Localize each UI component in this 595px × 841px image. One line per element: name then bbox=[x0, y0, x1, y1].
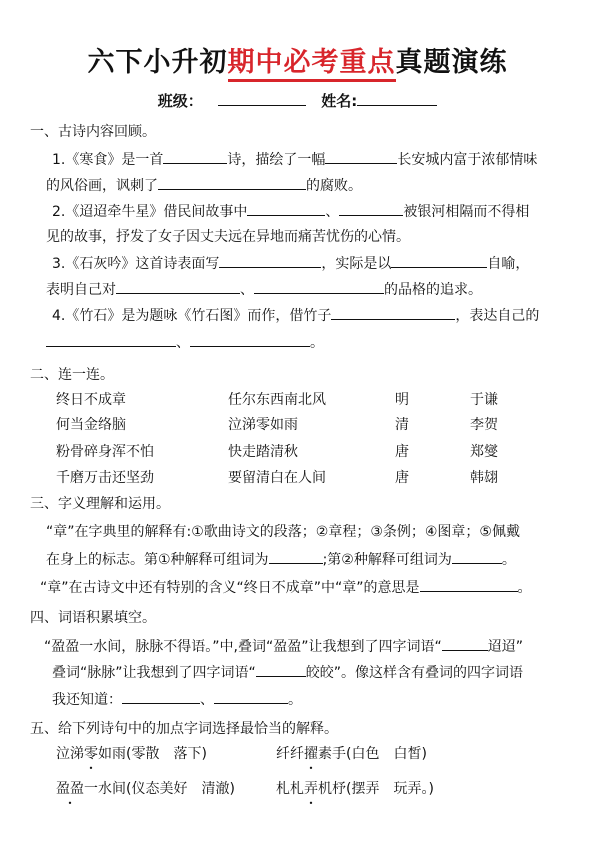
q2-text-a: 2.《迢迢牵牛星》借民间故事中 bbox=[52, 204, 248, 220]
q2-text-b: 、 bbox=[325, 204, 340, 220]
q3-line1 bbox=[52, 252, 529, 273]
answer-blank[interactable] bbox=[219, 252, 321, 268]
dotted-char: 弄 bbox=[304, 781, 318, 797]
s4-text-g: 。 bbox=[288, 692, 302, 708]
name-blank[interactable] bbox=[357, 90, 437, 106]
section2-heading: 二、连一连。 bbox=[30, 367, 114, 383]
s4-line2 bbox=[52, 661, 523, 682]
match-line-end[interactable]: 快走踏清秋 bbox=[228, 444, 298, 460]
q1-text-d: 的风俗画，讽刺了 bbox=[46, 178, 158, 194]
q1-line2 bbox=[46, 174, 362, 195]
dotted-char: 零 bbox=[84, 746, 98, 762]
s4-text-f: 、 bbox=[200, 692, 214, 708]
q3-line2 bbox=[46, 278, 482, 299]
answer-blank[interactable] bbox=[339, 200, 403, 216]
match-dynasty[interactable]: 清 bbox=[395, 417, 409, 433]
answer-blank[interactable] bbox=[247, 200, 325, 216]
s4-text-b: 迢迢” bbox=[487, 639, 523, 655]
q4-line2 bbox=[46, 331, 324, 352]
match-dynasty[interactable]: 明 bbox=[395, 392, 409, 408]
q2-line1 bbox=[52, 200, 529, 221]
match-line-end[interactable]: 任尔东西南北风 bbox=[228, 392, 326, 408]
dotted-char: 盈盈 bbox=[56, 781, 84, 797]
title-suffix: 真题演练 bbox=[395, 47, 508, 78]
answer-blank[interactable] bbox=[325, 148, 397, 164]
name-label: 姓名: bbox=[321, 92, 358, 110]
answer-blank[interactable] bbox=[190, 331, 310, 347]
s5-text: 如雨(零散 落下) bbox=[98, 746, 207, 762]
q3-text-d: 表明自己对 bbox=[46, 282, 116, 298]
s5-text: 泣涕 bbox=[56, 746, 84, 762]
q1-line1 bbox=[52, 148, 537, 169]
s3-text-c: 。 bbox=[501, 552, 516, 568]
section1-heading: 一、古诗内容回顾。 bbox=[30, 124, 156, 140]
answer-blank[interactable] bbox=[442, 635, 488, 651]
match-poet[interactable]: 于谦 bbox=[470, 392, 498, 408]
answer-blank[interactable] bbox=[163, 148, 227, 164]
answer-blank[interactable] bbox=[158, 174, 306, 190]
q3-text-e: 、 bbox=[240, 282, 254, 298]
answer-blank[interactable] bbox=[256, 661, 306, 677]
section5-heading: 五、给下列诗句中的加点字词选择最恰当的解释。 bbox=[30, 721, 338, 737]
q2-line2: 见的故事，抒发了女子因丈夫远在异地而痛苦忧伤的心情。 bbox=[46, 229, 410, 245]
match-line-end[interactable]: 要留清白在人间 bbox=[228, 470, 326, 486]
q1-text-c: 长安城内富于浓郁情味 bbox=[397, 152, 538, 168]
s3-text-d: “章”在古诗文中还有特别的含义“终日不成章”中“章”的意思是 bbox=[40, 580, 420, 596]
s5-text: 素手(白色 白皙) bbox=[318, 746, 427, 762]
s3-text-e: 。 bbox=[517, 580, 532, 596]
class-label: 班级： bbox=[157, 92, 203, 110]
s3-text-a: 在身上的标志。第①种解释可组词为 bbox=[46, 552, 269, 568]
match-line-start[interactable]: 千磨万击还坚劲 bbox=[56, 470, 154, 486]
page-title bbox=[0, 40, 595, 79]
s5-text: 札札 bbox=[276, 781, 304, 797]
s4-text-d: 皎皎”。像这样含有叠词的四字词语 bbox=[305, 665, 524, 681]
answer-blank[interactable] bbox=[116, 278, 240, 294]
q3-text-b: ，实际是以 bbox=[321, 256, 392, 272]
answer-blank[interactable] bbox=[46, 331, 176, 347]
q1-text-e: 的腐败。 bbox=[306, 178, 362, 194]
q3-text-a: 3.《石灰吟》这首诗表面写 bbox=[52, 256, 220, 272]
title-prefix: 六下小升初 bbox=[87, 47, 228, 78]
answer-blank[interactable] bbox=[214, 688, 288, 704]
q3-text-f: 的品格的追求。 bbox=[384, 282, 482, 298]
answer-blank[interactable] bbox=[391, 252, 487, 268]
section3-heading: 三、字义理解和运用。 bbox=[30, 496, 170, 512]
s3-line2 bbox=[46, 548, 516, 569]
match-line-start[interactable]: 终日不成章 bbox=[56, 392, 126, 408]
match-poet[interactable]: 韩翃 bbox=[470, 470, 498, 486]
q4-text-d: 。 bbox=[310, 335, 324, 351]
s3-text-b: ;第②种解释可组词为 bbox=[322, 552, 452, 568]
section4-heading: 四、词语积累填空。 bbox=[30, 610, 156, 626]
answer-blank[interactable] bbox=[331, 304, 455, 320]
s5-text: 一水间(仪态美好 清澈) bbox=[84, 781, 235, 797]
s4-line1 bbox=[44, 635, 523, 656]
match-line-start[interactable]: 粉骨碎身浑不怕 bbox=[56, 444, 154, 460]
s4-text-e: 我还知道： bbox=[52, 692, 122, 708]
q2-text-c: 被银河相隔而不得相 bbox=[403, 204, 530, 220]
answer-blank[interactable] bbox=[269, 548, 323, 564]
s5-item-2 bbox=[276, 743, 427, 763]
s4-text-a: “盈盈一水间，脉脉不得语。”中,叠词“盈盈”让我想到了四字词语“ bbox=[44, 639, 442, 655]
match-poet[interactable]: 李贺 bbox=[470, 417, 498, 433]
match-poet[interactable]: 郑燮 bbox=[470, 444, 498, 460]
q4-text-a: 4.《竹石》是为题咏《竹石图》而作，借竹子 bbox=[52, 308, 332, 324]
match-line-start[interactable]: 何当金络脑 bbox=[56, 417, 126, 433]
student-info bbox=[0, 90, 595, 111]
q1-text-a: 1.《寒食》是一首 bbox=[52, 152, 164, 168]
q4-text-b: ，表达自己的 bbox=[455, 308, 540, 324]
s5-item-3 bbox=[56, 778, 235, 798]
answer-blank[interactable] bbox=[254, 278, 384, 294]
answer-blank[interactable] bbox=[420, 576, 518, 592]
s5-text: 纤纤 bbox=[276, 746, 304, 762]
match-dynasty[interactable]: 唐 bbox=[395, 444, 409, 460]
q3-text-c: 自喻， bbox=[487, 256, 530, 272]
s5-item-1 bbox=[56, 743, 207, 763]
s5-item-4 bbox=[276, 778, 434, 798]
title-highlight: 期中必考重点 bbox=[228, 47, 396, 82]
s3-line3 bbox=[40, 576, 532, 597]
dotted-char: 擢 bbox=[304, 746, 318, 762]
q4-line1 bbox=[52, 304, 539, 325]
answer-blank[interactable] bbox=[122, 688, 200, 704]
match-line-end[interactable]: 泣涕零如雨 bbox=[228, 417, 298, 433]
s5-text: 机杼(摆弄 玩弄。) bbox=[318, 781, 434, 797]
s4-line3 bbox=[52, 688, 302, 709]
s4-text-c: 叠词“脉脉”让我想到了四字词语“ bbox=[52, 665, 256, 681]
match-dynasty[interactable]: 唐 bbox=[395, 470, 409, 486]
q4-text-c: 、 bbox=[176, 335, 190, 351]
q1-text-b: 诗，描绘了一幅 bbox=[227, 152, 326, 168]
class-blank[interactable] bbox=[218, 90, 306, 106]
answer-blank[interactable] bbox=[452, 548, 502, 564]
s3-line1: “章”在字典里的解释有:①歌曲诗文的段落；②章程；③条例；④图章；⑤佩戴 bbox=[46, 524, 520, 540]
